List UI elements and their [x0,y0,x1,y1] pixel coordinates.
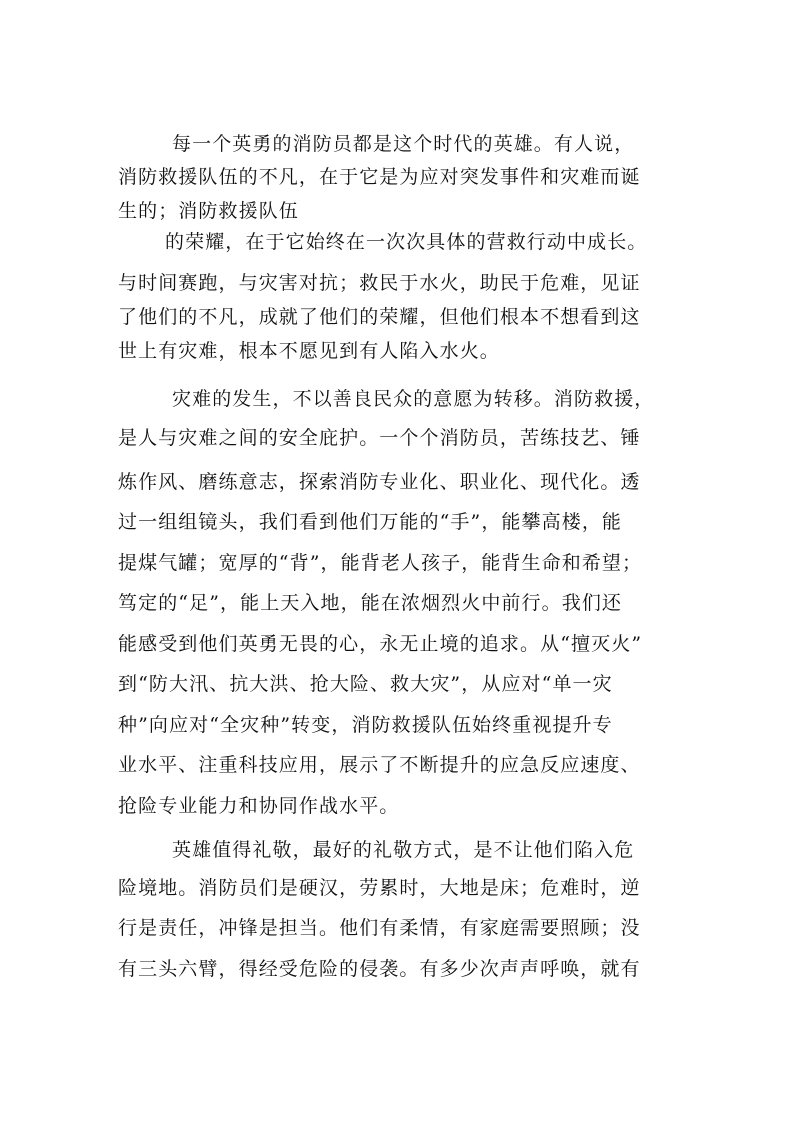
text-line: 抢险专业能力和协同作战水平。 [118,795,400,817]
text-line: 有三头六臂，得经受危险的侵袭。有多少次声声呼唤，就有 [118,958,641,980]
text-line: 到“防大汛、抗大洪、抢大险、救大灾”，从应对“单一灾 [118,673,613,695]
text-line: 灾难的发生，不以善良民众的意愿为转移。消防救援， [172,388,655,410]
text-line: 生的；消防救援队伍 [118,200,299,222]
text-line: 业水平、注重科技应用，展示了不断提升的应急反应速度、 [118,754,641,776]
text-line: 能感受到他们英勇无畏的心，永无止境的追求。从“擅灭火” [118,633,643,655]
text-line: 笃定的“足”，能上天入地，能在浓烟烈火中前行。我们还 [118,592,623,614]
text-line: 英雄值得礼敬，最好的礼敬方式，是不让他们陷入危 [172,839,635,861]
text-line: 种”向应对“全灾种”转变，消防救援队伍始终重视提升专 [118,714,613,736]
text-line: 险境地。消防员们是硬汉，劳累时，大地是床；危难时，逆 [118,877,641,899]
text-line: 的荣耀，在于它始终在一次次具体的营救行动中成长。 [165,231,648,253]
text-line: 了他们的不凡，成就了他们的荣耀，但他们根本不想看到这 [118,306,641,328]
text-line: 与时间赛跑，与灾害对抗；救民于水火，助民于危难，见证 [118,272,641,294]
text-line: 每一个英勇的消防员都是这个时代的英雄。有人说， [172,133,635,155]
text-line: 提煤气罐；宽厚的“背”，能背老人孩子，能背生命和希望； [118,552,643,574]
text-line: 世上有灾难，根本不愿见到有人陷入水火。 [118,340,500,362]
text-line: 是人与灾难之间的安全庇护。一个个消防员，苦练技艺、锤 [118,427,641,449]
text-line: 行是责任，冲锋是担当。他们有柔情，有家庭需要照顾；没 [118,917,641,939]
text-line: 炼作风、磨练意志，探索消防专业化、职业化、现代化。透 [118,471,641,493]
text-line: 消防救援队伍的不凡，在于它是为应对突发事件和灾难而诞 [118,166,641,188]
text-line: 过一组组镜头，我们看到他们万能的“手”，能攀高楼，能 [118,511,623,533]
